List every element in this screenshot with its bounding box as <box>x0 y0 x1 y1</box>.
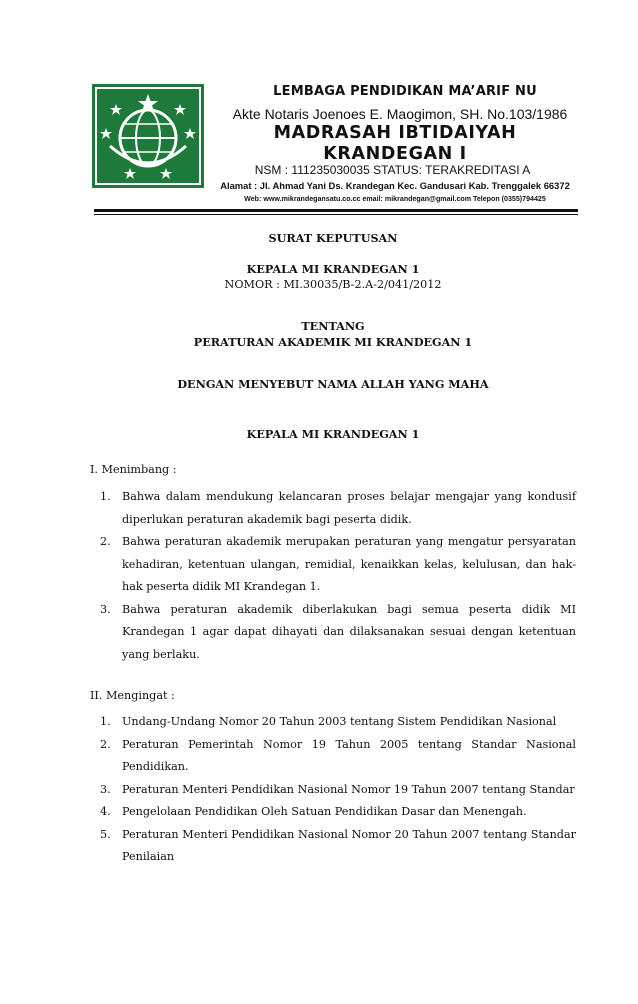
menimbang-list <box>100 486 576 666</box>
letterhead-thin-divider <box>94 214 578 215</box>
list-item: 4. Pengelolaan Pendidikan Oleh Satuan Pendidikan Dasar dan Menengah. <box>100 805 527 818</box>
school-name: MADRASAH IBTIDAIYAH KRANDEGAN I <box>273 123 517 164</box>
issuer-repeat: KEPALA MI KRANDEGAN 1 <box>246 427 420 441</box>
organization-name: LEMBAGA PENDIDIKAN MA’ARIF NU <box>273 84 537 99</box>
nahdlatul-ulama-globe-emblem-icon <box>92 84 204 188</box>
invocation: DENGAN MENYEBUT NAMA ALLAH YANG MAHA <box>177 377 489 391</box>
list-item: 1. Bahwa dalam mendukung kelancaran proses belajar mengajar yang kondusif diperlukan peraturan akademik bagi peserta didik. <box>100 490 576 526</box>
issuer-title: KEPALA MI KRANDEGAN 1 <box>246 262 420 276</box>
notary-deed: Akte Notaris Joenoes E. Maogimon, SH. No.103/1986 <box>232 106 568 122</box>
letterhead-thick-divider <box>94 209 578 212</box>
list-item: 5. Peraturan Menteri Pendidikan Nasional Nomor 20 Tahun 2007 tentang Standar Penilaian <box>100 827 576 863</box>
section-mengingat-heading: II. Mengingat : <box>90 689 175 702</box>
school-logo <box>92 84 204 188</box>
about-subject: PERATURAN AKADEMIK MI KRANDEGAN 1 <box>193 335 473 349</box>
list-item: 2. Peraturan Pemerintah Nomor 19 Tahun 2005 tentang Standar Nasional Pendidikan. <box>100 737 576 773</box>
school-address: Alamat : Jl. Ahmad Yani Ds. Krandegan Kec. Gandusari Kab. Trenggalek 66372 <box>220 180 570 191</box>
nsm-status: NSM : 111235030035 STATUS: TERAKREDITASI A <box>254 163 531 177</box>
document-type: SURAT KEPUTUSAN <box>268 231 398 245</box>
document-number: NOMOR : MI.30035/B-2.A-2/041/2012 <box>224 278 442 291</box>
section-menimbang-heading: I. Menimbang : <box>90 463 177 476</box>
list-item: 1. Undang-Undang Nomor 20 Tahun 2003 tentang Sistem Pendidikan Nasional <box>100 715 557 728</box>
list-item: 3. Peraturan Menteri Pendidikan Nasional Nomor 19 Tahun 2007 tentang Standar <box>100 782 575 796</box>
school-contact: Web: www.mikrandegansatu.co.cc email: mikrandegan@gmail.com Telepon (0355)794425 <box>244 195 546 203</box>
list-item: 3. Bahwa peraturan akademik diberlakukan bagi semua peserta didik MI Krandegan 1 agar dapat dihayati dan dilaksanakan sesuai dengan ketentuan yang berlaku. <box>100 602 576 661</box>
list-item: 2. Bahwa peraturan akademik merupakan peraturan yang mengatur persyaratan kehadiran, ketentuan ulangan, remidial, kenaikkan kelas, kelulusan, dan hak-hak peserta didik MI Krandegan 1. <box>100 535 576 593</box>
mengingat-list <box>100 711 576 869</box>
about-label: TENTANG <box>301 319 365 333</box>
